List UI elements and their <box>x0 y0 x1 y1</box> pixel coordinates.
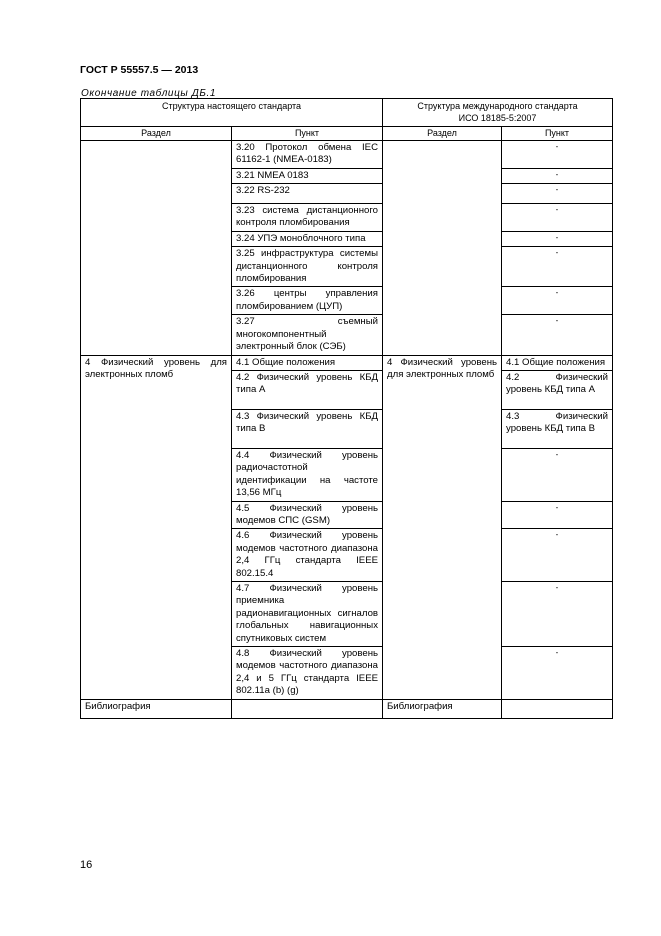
int-clause-cell: 4.3 Физический уровень КБД типа В <box>502 409 613 448</box>
clause-cell: 3.27 съемный многокомпонентный электронный блок (СЭБ) <box>232 315 383 355</box>
table-caption: Окончание таблицы ДБ.1 <box>81 88 217 99</box>
int-clause-cell: - <box>502 168 613 183</box>
int-clause-cell: - <box>502 581 613 646</box>
int-section-cell: 4 Физический уровень для электронных пломб <box>383 355 502 699</box>
int-clause-cell: - <box>502 247 613 287</box>
int-section-column-header: Раздел <box>383 126 502 140</box>
international-header-line2: ИСО 18185-5:2007 <box>458 113 537 124</box>
int-clause-cell: - <box>502 448 613 501</box>
national-standard-header-text: Структура настоящего стандарта <box>161 101 302 111</box>
clause-cell: 4.2 Физический уровень КБД типа А <box>232 370 383 409</box>
int-clause-cell: - <box>502 287 613 315</box>
int-clause-cell: - <box>502 529 613 582</box>
clause-cell: 3.24 УПЭ моноблочного типа <box>232 231 383 246</box>
clause-cell: 3.25 инфраструктура системы дистанционного контроля пломбирования <box>232 247 383 287</box>
int-clause-column-header: Пункт <box>502 126 613 140</box>
national-standard-header <box>81 99 383 127</box>
table-subheader-row <box>81 126 613 140</box>
clause-cell: 4.7 Физический уровень приемника радионавигационных сигналов глобальных навигационных спутниковых систем <box>232 581 383 646</box>
clause-cell: 3.21 NMEA 0183 <box>232 168 383 183</box>
int-clause-cell: - <box>502 501 613 529</box>
int-clause-cell: - <box>502 315 613 355</box>
international-header-line1: Структура международного стандарта <box>417 101 578 111</box>
clause-cell: 3.20 Протокол обмена IEC 61162-1 (NMEA-0183) <box>232 140 383 168</box>
table-row <box>81 140 613 168</box>
clause-cell: 4.4 Физический уровень радиочастотной идентификации на частоте 13,56 МГц <box>232 448 383 501</box>
bibliography-section-cell: Библиография <box>81 699 232 718</box>
page-number: 16 <box>80 859 93 871</box>
clause-cell: 3.22 RS-232 <box>232 184 383 204</box>
document-header: ГОСТ Р 55557.5 — 2013 <box>80 64 199 76</box>
section-cell: 4 Физический уровень для электронных пломб <box>81 355 232 699</box>
correspondence-table <box>80 98 613 719</box>
int-clause-cell: - <box>502 647 613 700</box>
int-clause-cell: 4.1 Общие положения <box>502 355 613 370</box>
clause-cell: 4.5 Физический уровень модемов СПС (GSM) <box>232 501 383 529</box>
int-clause-cell: - <box>502 204 613 232</box>
int-clause-cell: 4.2 Физический уровень КБД типа А <box>502 370 613 409</box>
bibliography-int-clause-cell-empty <box>502 699 613 718</box>
int-clause-cell: - <box>502 184 613 204</box>
table-header-row <box>81 99 613 127</box>
section-column-header: Раздел <box>81 126 232 140</box>
clause-cell: 3.23 система дистанционного контроля пломбирования <box>232 204 383 232</box>
bibliography-clause-cell-empty <box>232 699 383 718</box>
clause-cell: 4.6 Физический уровень модемов частотного диапазона 2,4 ГГц стандарта IEEE 802.15.4 <box>232 529 383 582</box>
section-cell-empty <box>81 140 232 355</box>
clause-cell: 4.1 Общие положения <box>232 355 383 370</box>
int-section-cell-empty <box>383 140 502 355</box>
table-row-bibliography <box>81 699 613 718</box>
int-clause-cell: - <box>502 231 613 246</box>
clause-cell: 4.8 Физический уровень модемов частотного диапазона 2,4 и 5 ГГц стандарта IEEE 802.11a (b) (g) <box>232 647 383 700</box>
table-row <box>81 355 613 370</box>
bibliography-int-section-cell: Библиография <box>383 699 502 718</box>
int-clause-cell: - <box>502 140 613 168</box>
clause-cell: 4.3 Физический уровень КБД типа В <box>232 409 383 448</box>
clause-cell: 3.26 центры управления пломбированием (ЦУП) <box>232 287 383 315</box>
clause-column-header: Пункт <box>232 126 383 140</box>
international-standard-header <box>383 99 613 127</box>
